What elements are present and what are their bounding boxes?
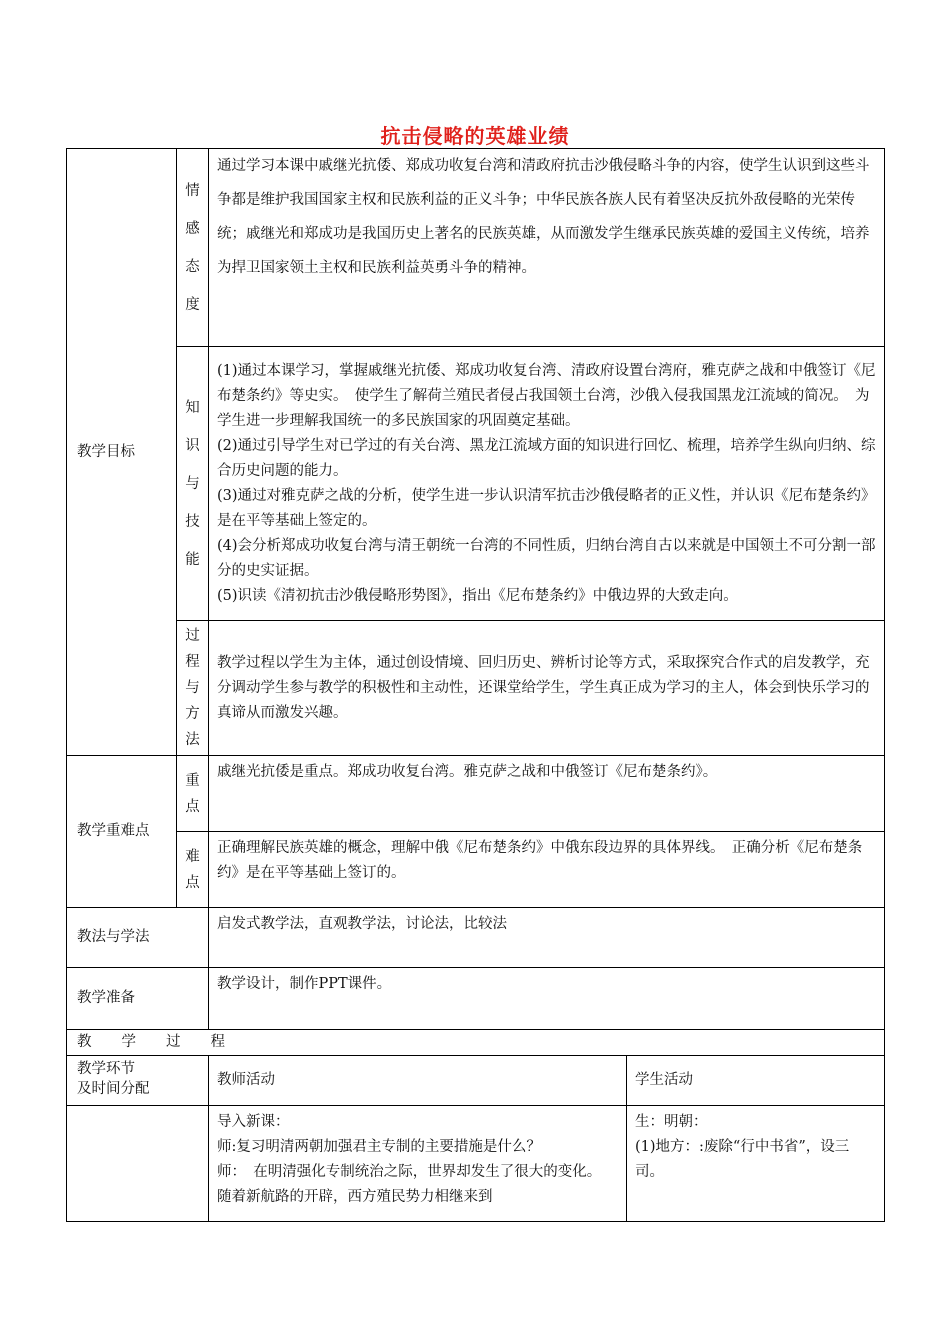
- key-difficult-label: 教学重难点: [67, 756, 177, 908]
- key-point-label: 重 点: [177, 756, 209, 832]
- activity-row: [67, 1106, 885, 1222]
- knowledge-item: (3)通过对雅克萨之战的分析，使学生进一步认识清军抗击沙俄侵略者的正义性，并认识《尼布楚条约》是在平等基础上签定的。: [217, 487, 876, 529]
- methods-text: 启发式教学法，直观教学法，讨论法，比较法: [209, 908, 885, 968]
- stage-cell: [67, 1106, 209, 1222]
- methods-label: 教法与学法: [67, 908, 209, 968]
- key-point-row: [67, 756, 885, 832]
- emotion-label: 情 感 态 度: [177, 149, 209, 347]
- teacher-activity-cell: [209, 1106, 627, 1222]
- preparation-label: 教学准备: [67, 968, 209, 1030]
- student-line: (1)地方：:废除“行中书省”，设三司。: [635, 1139, 850, 1180]
- student-activity-cell: [627, 1106, 885, 1222]
- preparation-row: [67, 968, 885, 1030]
- knowledge-item: (5)识读《清初抗击沙俄侵略形势图》，指出《尼布楚条约》中俄边界的大致走向。: [217, 587, 738, 604]
- teacher-activity-header: 教师活动: [209, 1056, 627, 1106]
- knowledge-item: (1)通过本课学习，掌握戚继光抗倭、郑成功收复台湾、清政府设置台湾府，雅克萨之战和中俄签订《尼布楚条约》等史实。 使学生了解荷兰殖民者侵占我国领土台湾，沙俄入侵我国黑龙江流域的简况。 为学生进一步理解我国统一的多民族国家的巩固奠定基础。: [217, 362, 876, 429]
- knowledge-text: [209, 347, 885, 621]
- process-method-text: 教学过程以学生为主体，通过创设情境、回归历史、辨析讨论等方式，采取探究合作式的启发教学，充分调动学生参与教学的积极性和主动性，还课堂给学生，学生真正成为学习的主人，体会到快乐学习的真谛从而激发兴趣。: [209, 621, 885, 756]
- key-point-text: 戚继光抗倭是重点。郑成功收复台湾。雅克萨之战和中俄签订《尼布楚条约》。: [209, 756, 885, 832]
- process-header: 教学过程: [67, 1030, 885, 1056]
- lesson-plan-table: [66, 148, 885, 1222]
- methods-row: [67, 908, 885, 968]
- difficult-point-row: [67, 832, 885, 908]
- emotion-text: 通过学习本课中戚继光抗倭、郑成功收复台湾和清政府抗击沙俄侵略斗争的内容，使学生认识到这些斗争都是维护我国国家主权和民族利益的正义斗争；中华民族各族人民有着坚决反抗外敌侵略的光荣传统；戚继光和郑成功是我国历史上著名的民族英雄，从而激发学生继承民族英雄的爱国主义传统，培养为捍卫国家领土主权和民族利益英勇斗争的精神。: [209, 149, 885, 347]
- student-activity-header: 学生活动: [627, 1056, 885, 1106]
- page-title: 抗击侵略的英雄业绩: [380, 124, 570, 148]
- goals-label: 教学目标: [67, 149, 177, 756]
- difficult-point-text: 正确理解民族英雄的概念，理解中俄《尼布楚条约》中俄东段边界的具体界线。 正确分析《尼布楚条约》是在平等基础上签订的。: [209, 832, 885, 908]
- preparation-text: 教学设计，制作PPT课件。: [209, 968, 885, 1030]
- knowledge-item: (2)通过引导学生对已学过的有关台湾、黑龙江流域方面的知识进行回忆、梳理，培养学生纵向归纳、综合历史问题的能力。: [217, 437, 876, 479]
- knowledge-label: 知 识 与 技 能: [177, 347, 209, 621]
- difficult-point-label: 难 点: [177, 832, 209, 908]
- teacher-line: 师： 在明清强化专制统治之际，世界却发生了很大的变化。 随着新航路的开辟，西方殖民势力相继来到: [217, 1164, 609, 1205]
- process-header-row: [67, 1030, 885, 1056]
- student-line: 生：明朝：: [635, 1114, 708, 1130]
- stage-header: 教学环节 及时间分配: [67, 1056, 209, 1106]
- teacher-line: 导入新课：: [217, 1114, 290, 1130]
- knowledge-row: [67, 347, 885, 621]
- process-method-row: [67, 621, 885, 756]
- emotion-row: [67, 149, 885, 347]
- knowledge-item: (4)会分析郑成功收复台湾与清王朝统一台湾的不同性质，归纳台湾自古以来就是中国领土不可分割一部分的史实证据。: [217, 537, 876, 579]
- activity-header-row: [67, 1056, 885, 1106]
- process-method-label: 过 程 与 方 法: [177, 621, 209, 756]
- teacher-line: 师:复习明清两朝加强君主专制的主要措施是什么？: [217, 1139, 541, 1155]
